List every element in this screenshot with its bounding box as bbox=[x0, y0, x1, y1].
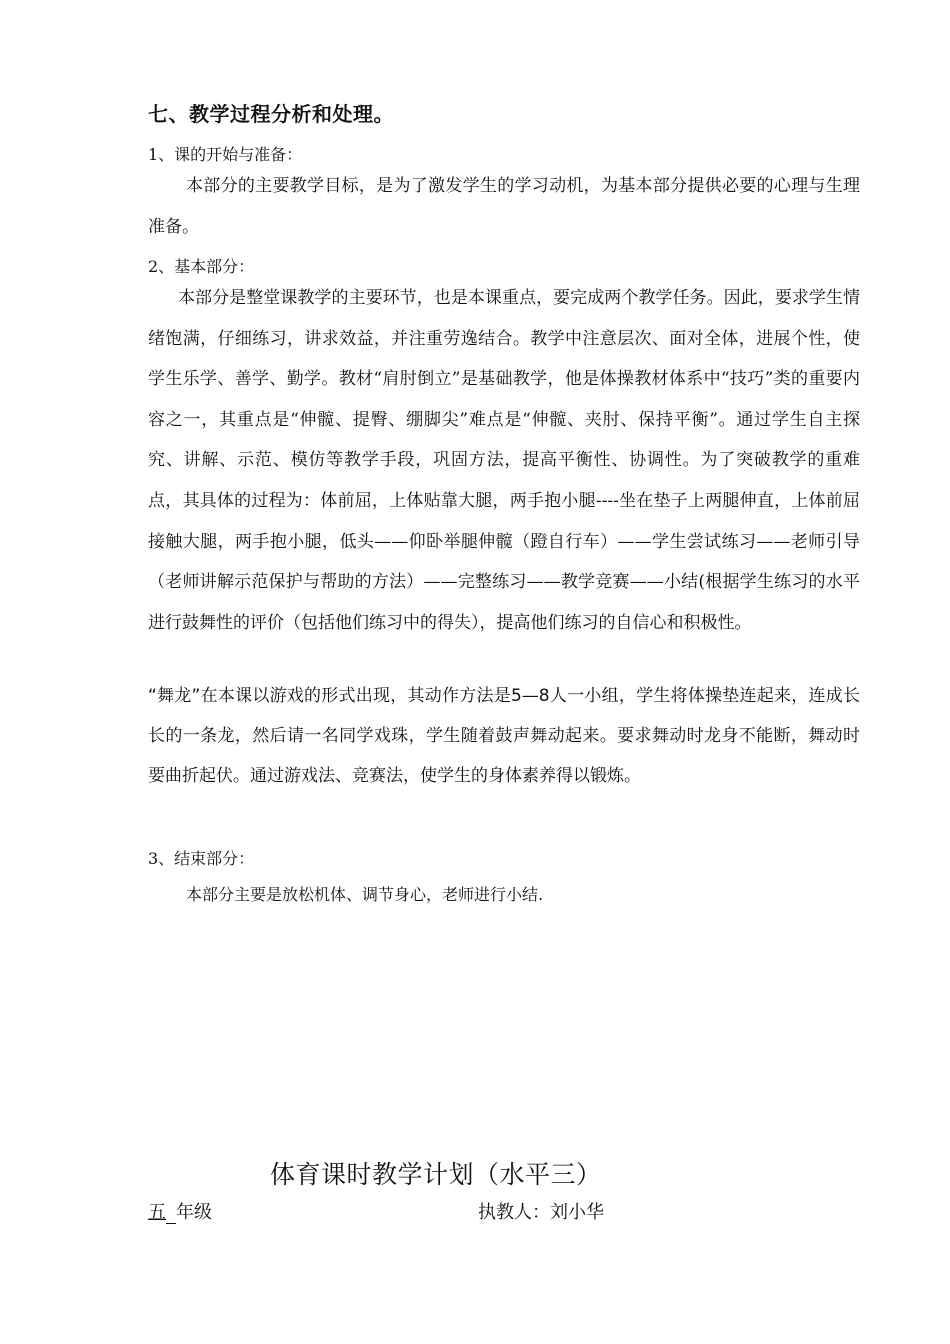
part2-text: 本部分是整堂课教学的主要环节，也是本课重点，要完成两个教学任务。因此，要求学生情绪饱满，仔细练习，讲求效益，并注重劳逸结合。教学中注意层次、面对全体，进展个性，使学生乐学、善学、勤学。教材“肩肘倒立”是基础教学，他是体操教材体系中“技巧”类的重要内容之一，其重点是“伸髋、提臀、绷脚尖”难点是“伸髋、夹肘、保持平衡”。通过学生自主探究、讲解、示范、模仿等教学手段，巩固方法，提高平衡性、协调性。为了突破教学的重难点，其具体的过程为：体前屈，上体贴靠大腿，两手抱小腿----坐在垫子上两腿伸直，上体前屈接触大腿，两手抱小腿，低头——仰卧举腿伸髋（蹬自行车）——学生尝试练习——老师引导（老师讲解示范保护与帮助的方法）——完整练习——教学竞赛——小结(根据学生练习的水平进行鼓舞性的评价（包括他们练习中的得失），提高他们练习的自信心和积极性。 bbox=[148, 288, 860, 633]
grade-suffix: 年级 bbox=[176, 1202, 212, 1223]
part1-label: 1、课的开始与准备： bbox=[148, 145, 303, 164]
part2-label: 2、基本部分： bbox=[148, 257, 255, 276]
grade-number: 五 bbox=[148, 1202, 166, 1223]
part3-text: 本部分主要是放松机体、调节身心，老师进行小结. bbox=[186, 885, 544, 904]
grade-label bbox=[148, 1198, 212, 1224]
teacher-label: 执教人：刘小华 bbox=[478, 1202, 604, 1223]
part3-label: 3、结束部分： bbox=[148, 849, 255, 868]
lesson-plan-title: 体育课时教学计划（水平三） bbox=[270, 1160, 602, 1189]
part1-text: 本部分的主要教学目标，是为了激发学生的学习动机，为基本部分提供必要的心理与生理准备。 bbox=[148, 176, 860, 237]
section-heading: 七、教学过程分析和处理。 bbox=[148, 102, 394, 126]
dragon-game-text: “舞龙”在本课以游戏的形式出现，其动作方法是5—8人一小组，学生将体操垫连起来，连成长长的一条龙，然后请一名同学戏珠，学生随着鼓声舞动起来。要求舞动时龙身不能断，舞动时要曲折起伏。通过游戏法、竞赛法，使学生的身体素养得以锻炼。 bbox=[148, 686, 860, 786]
